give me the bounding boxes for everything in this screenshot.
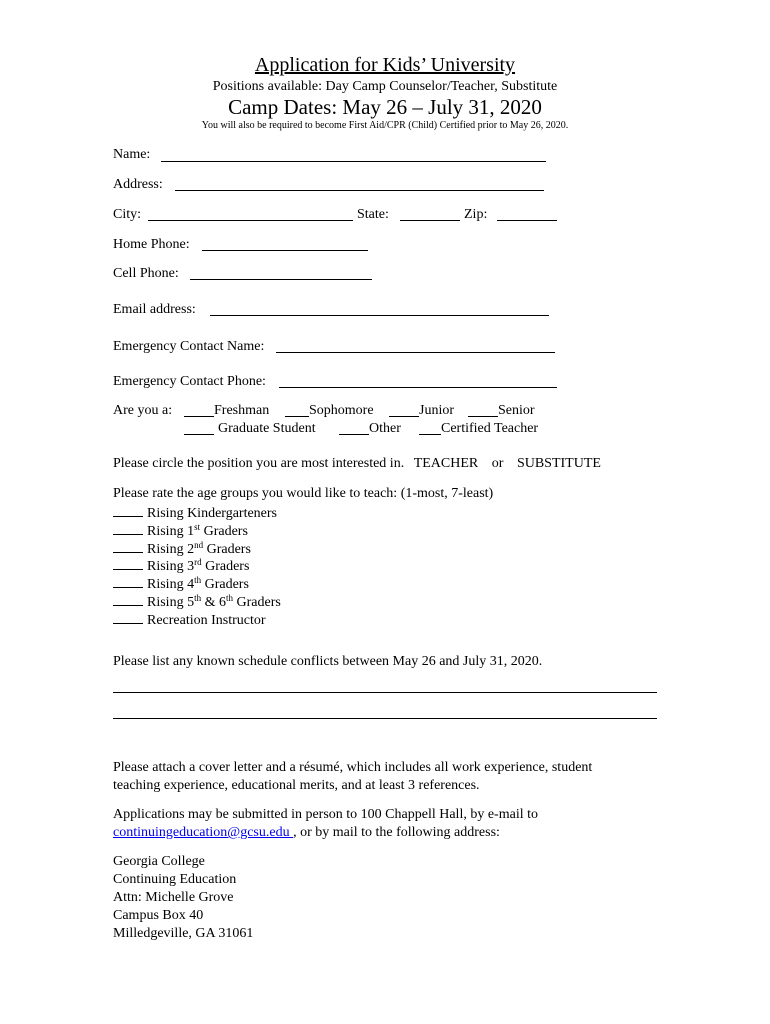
- age-group-text: Rising 1: [147, 523, 195, 539]
- home-phone-label: Home Phone:: [113, 237, 190, 252]
- page-title: Application for Kids’ University: [254, 54, 516, 76]
- junior-blank[interactable]: [389, 416, 419, 417]
- state-label: State:: [357, 207, 389, 222]
- age-group-row: [113, 557, 249, 575]
- age-rating-blank[interactable]: [113, 593, 143, 606]
- emergency-phone-label: Emergency Contact Phone:: [113, 374, 266, 389]
- other-label: Other: [369, 421, 401, 436]
- ordinal-suffix: th: [194, 593, 202, 603]
- age-rating-blank[interactable]: [113, 504, 143, 517]
- graduate-label: Graduate Student: [218, 421, 316, 436]
- age-rating-prompt: Please rate the age groups you would like to teach: (1-most, 7-least): [113, 486, 494, 501]
- age-rating-blank[interactable]: [113, 540, 143, 553]
- submit-line-1: Applications may be submitted in person to 100 Chappell Hall, by e-mail to: [113, 807, 538, 822]
- age-group-text: Recreation Instructor: [147, 612, 266, 628]
- age-group-text: Graders: [233, 595, 281, 610]
- age-group-label: [147, 539, 251, 557]
- age-group-text: Graders: [201, 577, 249, 593]
- mail-address-line: Continuing Education: [113, 872, 237, 887]
- age-group-text: & 6: [201, 595, 226, 610]
- email-link[interactable]: continuingeducation@gcsu.edu: [113, 825, 294, 840]
- mail-address-line: Campus Box 40: [113, 908, 204, 923]
- age-group-label: [147, 595, 281, 610]
- age-group-text: Rising 3: [147, 559, 195, 575]
- zip-field[interactable]: [497, 220, 557, 221]
- mail-address-line: Attn: Michelle Grove: [113, 890, 234, 905]
- age-group-row: [113, 540, 251, 558]
- freshman-blank[interactable]: [184, 416, 214, 417]
- city-label: City:: [113, 207, 142, 222]
- ordinal-suffix: st: [194, 521, 201, 532]
- cell-phone-label: Cell Phone:: [113, 266, 179, 281]
- ordinal-suffix: th: [225, 593, 233, 603]
- age-group-row: [113, 611, 266, 629]
- positions-available: Positions available: Day Camp Counselor/Teacher, Substitute: [212, 79, 558, 94]
- name-field[interactable]: [161, 161, 546, 162]
- emergency-name-field[interactable]: [276, 352, 555, 353]
- address-label: Address:: [113, 177, 163, 192]
- certified-teacher-label: Certified Teacher: [441, 421, 539, 436]
- age-group-text: Rising 5: [147, 595, 195, 610]
- age-group-label: [147, 506, 277, 521]
- zip-label: Zip:: [464, 207, 488, 222]
- age-group-label: [147, 521, 248, 539]
- age-group-row: [113, 522, 248, 540]
- home-phone-field[interactable]: [202, 250, 368, 251]
- emergency-name-label: Emergency Contact Name:: [113, 339, 265, 354]
- age-group-text: Rising 2: [147, 541, 195, 557]
- age-group-row: [113, 593, 281, 611]
- camp-dates: Camp Dates: May 26 – July 31, 2020: [228, 95, 542, 119]
- ordinal-suffix: nd: [194, 539, 204, 550]
- position-prompt: [113, 456, 601, 472]
- cell-phone-field[interactable]: [190, 279, 372, 280]
- attach-line-2: teaching experience, educational merits, and at least 3 references.: [113, 778, 480, 793]
- ordinal-suffix: th: [194, 575, 202, 586]
- submit-line-2-rest: , or by mail to the following address:: [293, 825, 500, 840]
- age-rating-blank[interactable]: [113, 522, 143, 535]
- age-group-label: [147, 577, 249, 592]
- emergency-phone-field[interactable]: [279, 387, 557, 388]
- mail-address-line: Georgia College: [113, 854, 205, 869]
- or-text: or: [491, 456, 504, 471]
- conflicts-line-1[interactable]: [113, 692, 657, 693]
- email-label: Email address:: [113, 302, 196, 317]
- year-prompt: Are you a:: [113, 403, 173, 418]
- name-label: Name:: [113, 147, 151, 162]
- other-blank[interactable]: [339, 434, 369, 435]
- age-group-row: [113, 575, 249, 593]
- conflicts-line-2[interactable]: [113, 718, 657, 719]
- junior-label: Junior: [419, 403, 454, 418]
- certified-teacher-blank[interactable]: [419, 434, 441, 435]
- age-group-label: [147, 613, 266, 628]
- mail-address-line: Milledgeville, GA 31061: [113, 926, 254, 941]
- city-field[interactable]: [148, 220, 353, 221]
- sophomore-blank[interactable]: [285, 416, 309, 417]
- age-group-text: Graders: [200, 523, 248, 539]
- teacher-option[interactable]: TEACHER: [413, 456, 479, 471]
- freshman-label: Freshman: [214, 403, 270, 418]
- state-field[interactable]: [400, 220, 460, 221]
- address-field[interactable]: [175, 190, 544, 191]
- age-group-row: [113, 504, 277, 522]
- graduate-blank[interactable]: [184, 434, 214, 435]
- substitute-option[interactable]: SUBSTITUTE: [516, 456, 601, 471]
- age-rating-blank[interactable]: [113, 575, 143, 588]
- age-rating-blank[interactable]: [113, 557, 143, 570]
- age-group-label: [147, 559, 249, 574]
- ordinal-suffix: rd: [194, 557, 202, 568]
- age-group-text: Rising Kindergarteners: [147, 506, 277, 521]
- sophomore-label: Sophomore: [309, 403, 374, 418]
- age-group-text: Graders: [203, 541, 251, 557]
- senior-label: Senior: [498, 403, 535, 418]
- attach-line-1: Please attach a cover letter and a résumé, which includes all work experience, student: [113, 760, 593, 775]
- conflicts-prompt: Please list any known schedule conflicts between May 26 and July 31, 2020.: [113, 654, 543, 669]
- position-prompt-text: Please circle the position you are most interested in.: [113, 456, 405, 471]
- senior-blank[interactable]: [468, 416, 498, 417]
- email-field[interactable]: [210, 315, 549, 316]
- submit-line-2: [113, 825, 500, 841]
- age-group-text: Rising 4: [147, 577, 195, 593]
- age-group-text: Graders: [201, 559, 250, 575]
- certification-note: You will also be required to become First Aid/CPR (Child) Certified prior to May 26, 2020.: [201, 120, 569, 131]
- age-rating-blank[interactable]: [113, 611, 143, 624]
